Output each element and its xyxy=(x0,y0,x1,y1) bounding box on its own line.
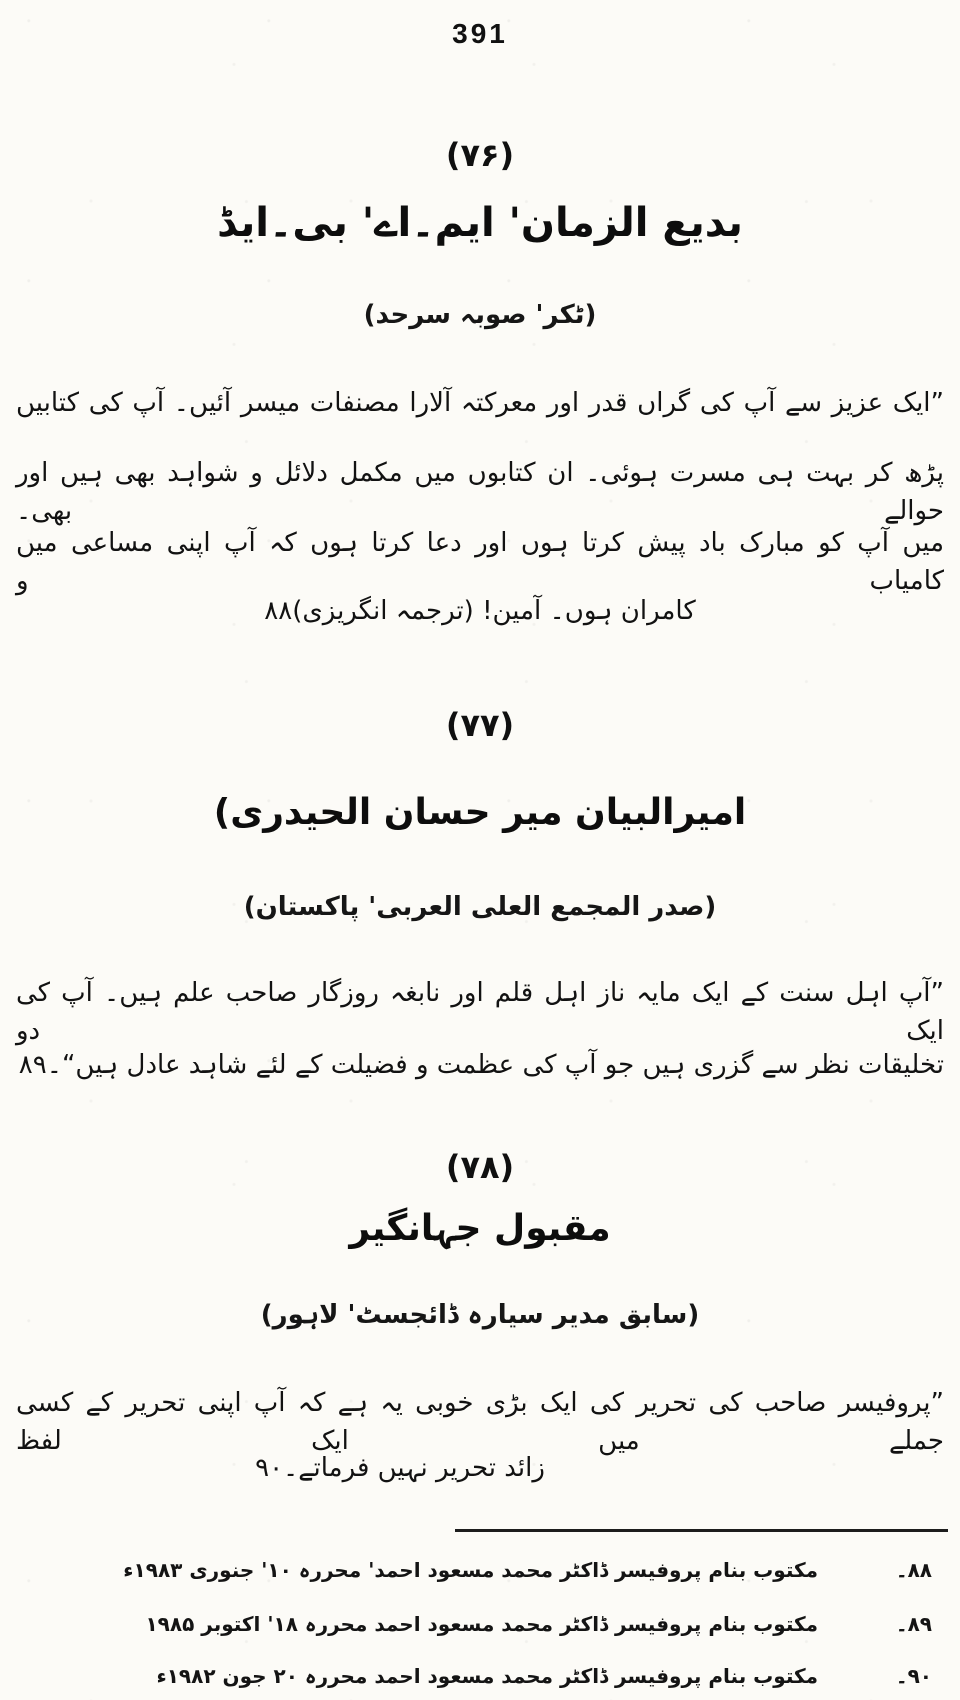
section-78-title: مقبول جہانگیر xyxy=(349,1208,611,1249)
body-line: میں آپ کو مبارک باد پیش کرتا ہوں اور دعا کرتا ہوں کہ آپ اپنی مساعی میں کامیاب و xyxy=(16,528,944,596)
section-77-number: (۷۷) xyxy=(445,706,515,744)
footnote-text: مکتوب بنام پروفیسر ڈاکٹر محمد مسعود احمد محررہ ۲۰ جون ۱۹۸۲ء xyxy=(156,1664,818,1688)
body-line: تخلیقات نظر سے گزری ہیں جو آپ کی عظمت و فضیلت کے لئے شاہد عادل ہیں“۔۸۹ xyxy=(18,1050,944,1080)
footnote-marker: ۸۹۔ xyxy=(895,1612,932,1636)
footnote-text: مکتوب بنام پروفیسر ڈاکٹر محمد مسعود احمد' محررہ ۱۰' جنوری ۱۹۸۳ء xyxy=(123,1558,818,1582)
section-77-subtitle: (صدر المجمع العلی العربی' پاکستان) xyxy=(243,892,717,922)
body-line: ”آپ اہل سنت کے ایک مایہ ناز اہل قلم اور نابغہ روزگار صاحب علم ہیں۔ آپ کی ایک دو xyxy=(16,978,944,1046)
body-line: ”پروفیسر صاحب کی تحریر کی ایک بڑی خوبی یہ ہے کہ آپ اپنی تحریر کے کسی جملے میں ایک لفظ xyxy=(16,1388,944,1456)
footnote-row xyxy=(16,1558,932,1582)
footnote-divider xyxy=(455,1529,948,1532)
body-line: ”ایک عزیز سے آپ کی گراں قدر اور معرکتہ آلارا مصنفات میسر آئیں۔ آپ کی کتابیں xyxy=(16,388,944,418)
footnote-row xyxy=(16,1664,932,1688)
section-78-number: (۷۸) xyxy=(445,1148,515,1186)
section-76-number: (۷۶) xyxy=(445,136,515,174)
body-line: کامران ہوں۔ آمین! (ترجمہ انگریزی)۸۸ xyxy=(264,596,696,626)
footnote-marker: ۸۸۔ xyxy=(895,1558,932,1582)
body-line: زائد تحریر نہیں فرماتے۔۹۰ xyxy=(255,1453,545,1483)
section-76-title: بدیع الزمان' ایم۔اے' بی۔ایڈ xyxy=(217,200,743,246)
section-78-subtitle: (سابق مدیر سیارہ ڈائجسٹ' لاہور) xyxy=(260,1300,700,1330)
page-number: 391 xyxy=(452,18,508,49)
section-76-subtitle: (ٹکر' صوبہ سرحد) xyxy=(363,300,597,330)
footnote-row xyxy=(16,1612,932,1636)
footnote-marker: ۹۰۔ xyxy=(895,1664,932,1688)
body-line: پڑھ کر بہت ہی مسرت ہوئی۔ ان کتابوں میں مکمل دلائل و شواہد بھی ہیں اور حوالے بھی۔ xyxy=(16,458,944,526)
section-77-title: امیرالبیان میر حسان الحیدری) xyxy=(213,792,747,833)
footnote-text: مکتوب بنام پروفیسر ڈاکٹر محمد مسعود احمد محررہ ۱۸' اکتوبر ۱۹۸۵ xyxy=(145,1612,818,1636)
